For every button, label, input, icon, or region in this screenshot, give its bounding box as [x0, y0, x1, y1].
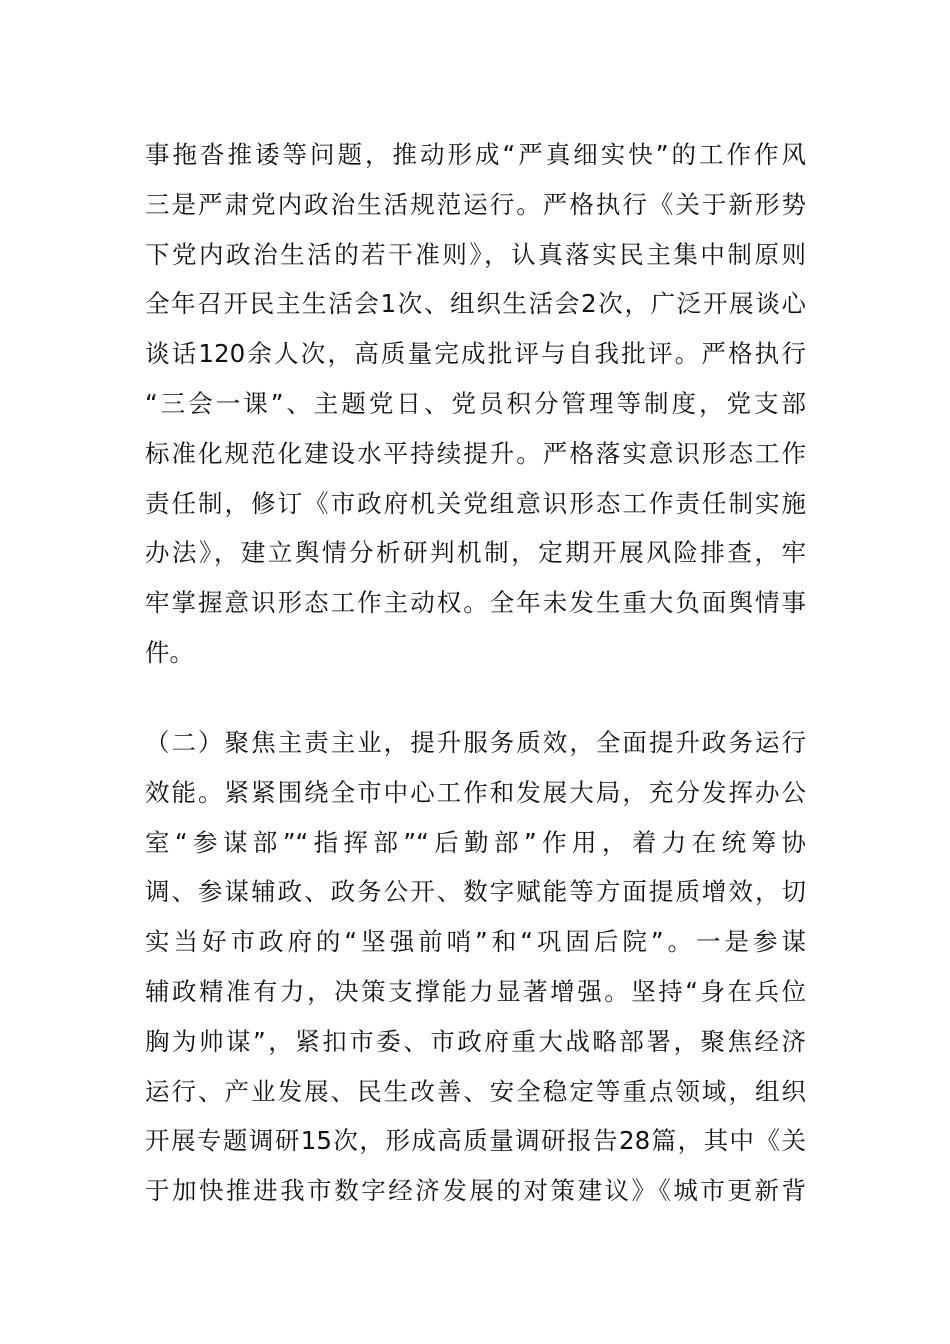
text-line: 标准化规范化建设水平持续提升。严格落实意识形态工作 — [145, 438, 806, 468]
text-line: “三会一课”、主题党日、党员积分管理等制度，党支部 — [145, 388, 806, 418]
text-line: 件。 — [145, 637, 194, 667]
paragraph-party-life — [145, 130, 806, 678]
text-line: 效能。紧紧围绕全市中心工作和发展大局，充分发挥办公 — [145, 777, 806, 807]
text-line: 事拖沓推诿等问题，推动形成“严真细实快”的工作作风 — [145, 140, 806, 169]
text-line: 室“参谋部”“指挥部”“后勤部”作用，着力在统筹协 — [145, 827, 806, 857]
text-line: 牢掌握意识形态工作主动权。全年未发生重大负面舆情事 — [145, 588, 806, 618]
text-line: 开展专题调研15次，形成高质量调研报告28篇，其中《关 — [145, 1126, 806, 1156]
text-line: 辅政精准有力，决策支撑能力显著增强。坚持“身在兵位 — [145, 976, 806, 1006]
text-line: （二）聚焦主责主业，提升服务质效，全面提升政务运行 — [145, 728, 806, 757]
paragraph-service-efficiency — [145, 718, 806, 1216]
text-line: 于加快推进我市数字经济发展的对策建议》《城市更新背 — [145, 1176, 806, 1206]
text-line: 胸为帅谋”，紧扣市委、市政府重大战略部署，聚焦经济 — [145, 1026, 806, 1056]
text-line: 实当好市政府的“坚强前哨”和“巩固后院”。一是参谋 — [145, 927, 806, 957]
text-line: 办法》，建立舆情分析研判机制，定期开展风险排查，牢 — [145, 538, 806, 568]
text-line: 调、参谋辅政、政务公开、数字赋能等方面提质增效，切 — [145, 877, 806, 907]
text-line: 责任制，修订《市政府机关党组意识形态工作责任制实施 — [145, 488, 806, 518]
text-line: 三是严肃党内政治生活规范运行。严格执行《关于新形势 — [145, 189, 806, 219]
text-line: 全年召开民主生活会1次、组织生活会2次，广泛开展谈心 — [145, 289, 806, 319]
text-line: 谈话120余人次，高质量完成批评与自我批评。严格执行 — [145, 339, 806, 369]
text-line: 下党内政治生活的若干准则》，认真落实民主集中制原则 — [145, 239, 806, 269]
text-line: 运行、产业发展、民生改善、安全稳定等重点领域，组织 — [145, 1076, 806, 1106]
